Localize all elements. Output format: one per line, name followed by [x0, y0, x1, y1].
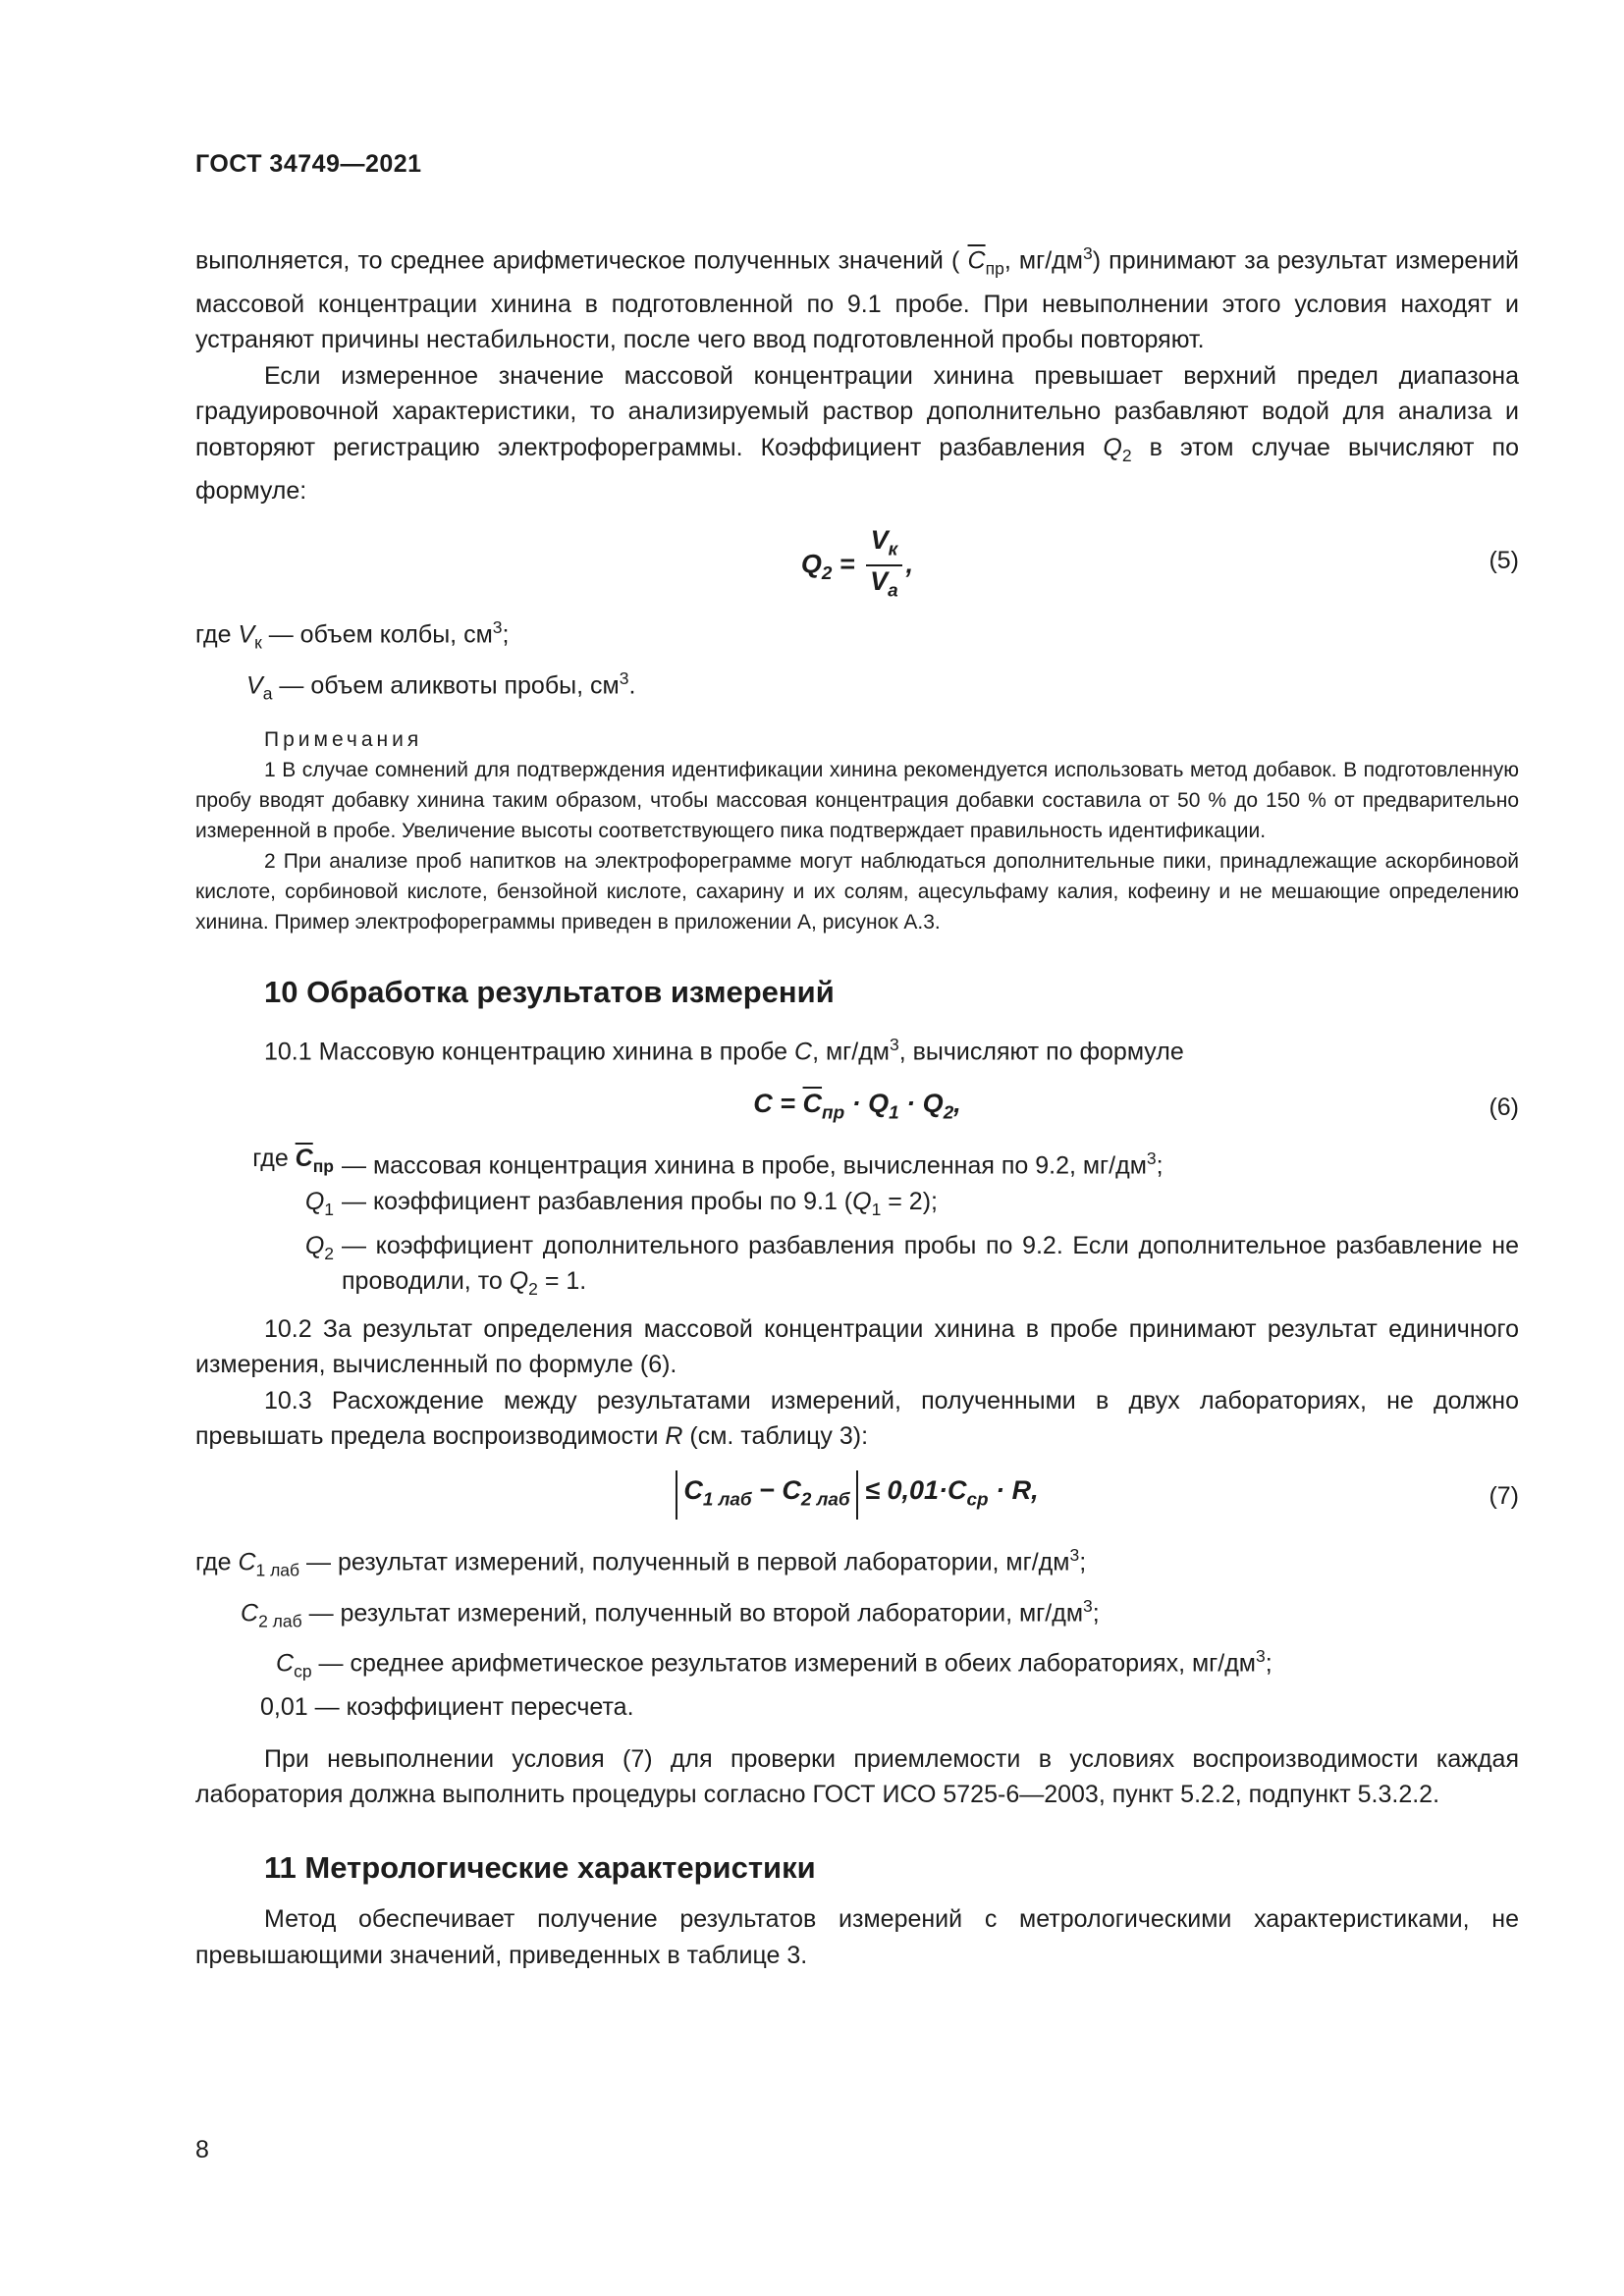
formula-7-number: (7) — [1489, 1481, 1519, 1510]
fraction — [866, 525, 902, 607]
where-symbol: Q — [304, 1188, 325, 1216]
where-description: — коэффициент дополнительного разбавления пробы по 9.2. Если дополнительное разбавление не проводили, то — [342, 1231, 1519, 1296]
where-symbol: $\overline{C}$ — [295, 1144, 313, 1172]
paragraph-10-4: При невыполнении условия (7) для проверки приемлемости в условиях воспроизводимости каждая лаборатория должна выполнить процедуры согласно ГОСТ ИСО 5725-6—2003, пункт 5.2.2, подпункт 5.3.2.2. — [195, 1744, 1519, 1809]
where-description: — массовая концентрация хинина в пробе, вычисленная по 9.2, мг/дм — [342, 1151, 1147, 1180]
formula-symbol: Q — [922, 1088, 944, 1118]
text-run: (см. таблицу 3): — [682, 1422, 869, 1451]
where-sub: 1 — [324, 1200, 334, 1220]
text-run: в этом случае вычисляют по формуле: — [195, 433, 1520, 506]
paragraph-10-2: 10.2 За результат определения массовой концентрации хинина в пробе принимают результат единичного измерения, вычисленный по формуле (6). — [195, 1314, 1519, 1379]
where-end: = 1. — [537, 1267, 587, 1296]
formula-symbol: C — [947, 1474, 967, 1505]
where-symbol: C — [241, 1598, 259, 1627]
unit-sup: 3 — [1082, 243, 1093, 263]
page-number: 8 — [195, 2136, 209, 2163]
formula-operator: = — [832, 549, 863, 579]
formula-sub: пр — [822, 1102, 845, 1124]
where-description-cell — [342, 1228, 1519, 1308]
where-description: — среднее арифметическое результатов измерений в обеих лабораториях, мг/дм — [311, 1649, 1256, 1678]
where-symbol: Q — [852, 1188, 872, 1216]
formula-5 — [195, 515, 1519, 606]
where-list-5 — [195, 610, 1519, 712]
where-sub: ср — [294, 1661, 312, 1682]
formula-operator: · — [898, 1088, 923, 1118]
where-description: — объем колбы, см — [261, 620, 493, 649]
formula-sub: к — [888, 539, 898, 561]
unit-sup: 3 — [1256, 1646, 1266, 1667]
where-end: ; — [1156, 1151, 1164, 1180]
where-description: — коэффициент пересчета. — [307, 1693, 634, 1722]
formula-symbol: C — [683, 1474, 703, 1505]
formula-operator: − — [751, 1474, 783, 1505]
where-sub: 2 — [324, 1243, 334, 1263]
where-symbol: C — [238, 1548, 256, 1576]
where-row — [195, 1588, 1519, 1639]
where-symbol: V — [246, 670, 263, 699]
symbol-r: R — [665, 1422, 683, 1451]
where-sub: 2 — [528, 1279, 538, 1300]
formula-symbol: C — [782, 1474, 801, 1505]
where-end: ; — [1079, 1548, 1087, 1576]
where-end: = 2); — [881, 1188, 938, 1216]
note-1: 1 В случае сомнений для подтверждения идентификации хинина рекомендуется использовать метод добавок. В подготовленную пробу вводят добавку хинина таким образом, чтобы массовая концентрация добавки составила от 50 % до 150 % от предварительно измеренной в пробе. Увеличение высоты соответствующего пика подтверждает правильность идентификации. — [195, 759, 1519, 843]
where-end: ; — [1092, 1598, 1100, 1627]
text-run: , мг/дм — [1003, 246, 1083, 275]
formula-sub: 2 лаб — [800, 1489, 850, 1511]
note-2: 2 При анализе проб напитков на электрофореграмме могут наблюдаться дополнительные пики, принадлежащие аскорбиновой кислоте, сорбиновой кислоте, бензойной кислоте, сахарину и их солям, ацесульфаму калия, кофеину и не мешающие определению хинина. Пример электрофореграммы приведен в приложении А, рисунок А.3. — [195, 850, 1519, 934]
where-description-cell — [342, 1184, 1519, 1228]
symbol-c-mean: $\overline{C}$ — [967, 246, 986, 275]
document-header: ГОСТ 34749—2021 — [195, 150, 422, 178]
text-run: выполняется, то среднее арифметическое полученных значений ( — [195, 246, 960, 275]
formula-punct: , — [1031, 1474, 1039, 1505]
where-description-cell — [342, 1141, 1519, 1185]
where-row — [195, 610, 1519, 661]
absolute-value — [676, 1470, 857, 1520]
symbol-c: C — [794, 1038, 813, 1066]
where-row — [195, 1638, 1519, 1689]
where-symbol-cell — [195, 1228, 334, 1308]
formula-6-number: (6) — [1489, 1093, 1519, 1121]
formula-symbol: Q — [800, 549, 822, 579]
text-run: Если измеренное значение массовой концентрации хинина превышает верхний предел диапазона градуировочной характеристики, то анализируемый раствор дополнительно разбавляют водой для анализа и повторяют регистрацию электрофореграммы. Коэффициент разбавления — [195, 361, 1519, 461]
symbol-sub: пр — [985, 258, 1004, 279]
formula-operator: = — [772, 1088, 803, 1118]
unit-sup: 3 — [889, 1034, 899, 1054]
text-run: , мг/дм — [812, 1038, 890, 1066]
where-description: — результат измерений, полученный во второй лаборатории, мг/дм — [301, 1598, 1084, 1627]
paragraph-11: Метод обеспечивает получение результатов измерений с метрологическими характеристиками, не превышающими значений, приведенных в таблице 3. — [195, 1905, 1519, 1969]
unit-sup: 3 — [1146, 1148, 1157, 1168]
where-sub: 1 — [871, 1200, 882, 1220]
where-sub: 1 лаб — [255, 1560, 300, 1580]
unit-sup: 3 — [1069, 1544, 1080, 1565]
formula-sub: 2 — [821, 562, 833, 584]
formula-6 — [195, 1070, 1519, 1141]
where-symbol: C — [276, 1649, 295, 1678]
where-sub: к — [254, 632, 262, 653]
formula-5-number: (5) — [1489, 546, 1519, 574]
where-sub: а — [262, 682, 273, 703]
where-sub: пр — [312, 1155, 334, 1176]
unit-sup: 3 — [492, 616, 503, 637]
document-body — [195, 236, 1519, 1973]
formula-symbol: V — [870, 524, 889, 555]
where-symbol-cell — [195, 1141, 334, 1185]
where-symbol-cell — [195, 1184, 334, 1228]
formula-punct: , — [953, 1088, 961, 1118]
where-prefix: где — [195, 1548, 239, 1576]
formula-operator: · — [988, 1474, 1012, 1505]
text-run: , вычисляют по формуле — [898, 1038, 1184, 1066]
where-description: — результат измерений, полученный в первой лаборатории, мг/дм — [299, 1548, 1070, 1576]
formula-operator: ≤ 0,01· — [857, 1474, 948, 1505]
where-symbol: Q — [304, 1231, 325, 1259]
where-row — [195, 661, 1519, 712]
where-symbol: 0,01 — [260, 1693, 308, 1722]
paragraph-10-1 — [195, 1027, 1519, 1070]
formula-5-expression — [195, 525, 1519, 607]
formula-sub: ср — [966, 1489, 989, 1511]
formula-7-expression — [195, 1470, 1519, 1520]
formula-7 — [195, 1455, 1519, 1537]
formula-sub: 1 — [889, 1102, 899, 1124]
notes-block — [195, 724, 1519, 937]
where-row — [195, 1537, 1519, 1588]
formula-sub: а — [888, 580, 898, 602]
where-end: . — [628, 670, 636, 699]
where-end: ; — [502, 620, 510, 649]
formula-sub: 2 — [943, 1102, 954, 1124]
formula-6-expression — [195, 1086, 1519, 1132]
fraction-denominator — [866, 566, 902, 606]
where-sub: 2 лаб — [258, 1610, 302, 1630]
text-run: 10.3 Расхождение между результатами измерений, полученными в двух лабораториях, не должно превышать предела воспроизводимости — [195, 1386, 1519, 1451]
where-end: ; — [1265, 1649, 1272, 1678]
where-list-7 — [195, 1537, 1519, 1726]
formula-punct: , — [905, 549, 914, 579]
formula-symbol: Q — [868, 1088, 890, 1118]
formula-operator: · — [844, 1088, 869, 1118]
paragraph-dilution — [195, 358, 1519, 509]
fraction-numerator — [866, 525, 902, 566]
where-list-6 — [195, 1141, 1519, 1308]
symbol-q2: Q — [1103, 433, 1122, 461]
section-11-heading: 11 Метрологические характеристики — [264, 1849, 816, 1885]
text-run: ) принимают за результат измерений массовой концентрации хинина в подготовленной по 9.1 пробе. При невыполнении этого условия находят и устраняют причины нестабильности, после чего ввод подготовленной пробы повторяют. — [195, 246, 1520, 354]
notes-title: Примечания — [264, 728, 423, 752]
where-symbol: V — [238, 620, 255, 649]
paragraph-result — [195, 236, 1519, 358]
document-page — [195, 0, 1519, 2296]
formula-symbol: $\overline{C}$ — [802, 1088, 823, 1118]
unit-sup: 3 — [619, 667, 629, 688]
formula-sub: 1 лаб — [702, 1489, 752, 1511]
formula-symbol: R — [1011, 1474, 1032, 1505]
where-description: — коэффициент разбавления пробы по 9.1 ( — [342, 1188, 853, 1216]
where-description: — объем аликвоты пробы, см — [272, 670, 620, 699]
formula-symbol: C — [753, 1088, 773, 1118]
symbol-sub: 2 — [1121, 445, 1132, 465]
where-prefix: где — [252, 1144, 296, 1172]
formula-symbol: V — [870, 566, 889, 597]
where-symbol: Q — [509, 1267, 529, 1296]
unit-sup: 3 — [1083, 1595, 1093, 1616]
paragraph-10-3 — [195, 1383, 1519, 1455]
section-10-heading: 10 Обработка результатов измерений — [264, 975, 835, 1010]
where-prefix: где — [195, 620, 239, 649]
where-row — [195, 1689, 1519, 1726]
text-run: 10.1 Массовую концентрацию хинина в пробе — [264, 1038, 794, 1066]
